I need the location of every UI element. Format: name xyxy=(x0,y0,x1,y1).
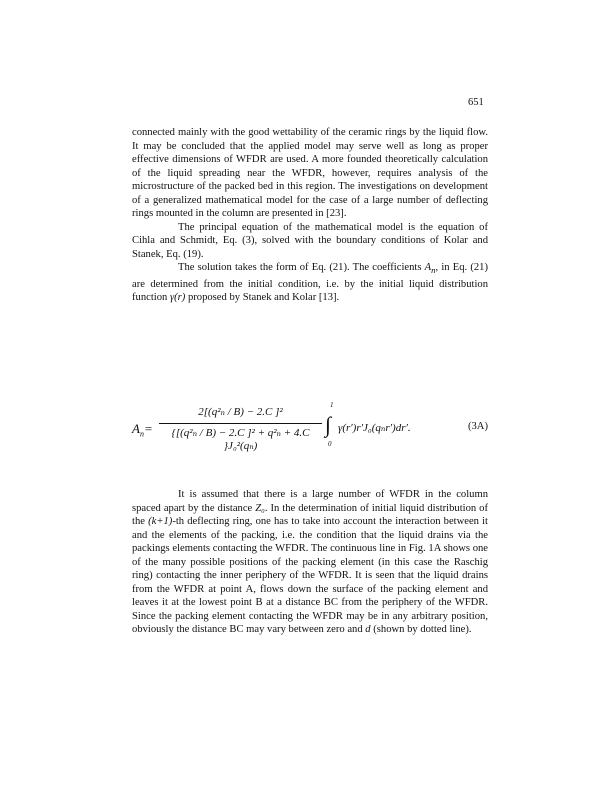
symbol-z0: Z₀ xyxy=(255,502,265,514)
equation-fraction xyxy=(159,405,322,452)
equation-label: (3A) xyxy=(467,421,488,432)
text-block-top xyxy=(132,126,488,305)
equation-denominator: {[(q²ₙ / B) − 2.C ]² + q²ₙ + 4.C }J₀²(qₙ) xyxy=(171,427,310,452)
page-number: 651 xyxy=(468,97,484,108)
paragraph-2: The principal equation of the mathematical model is the equation of Cihla and Schmidt, Eq. (3), solved with the boundary conditions of Kolar and Stanek, Eq. (19). xyxy=(132,221,488,260)
equation-equals: = xyxy=(143,421,153,436)
equation-integrand: γ(r′)r′J₀(qₙr′)dr′. xyxy=(338,422,411,434)
paragraph-3 xyxy=(132,261,488,305)
paragraph-4-e: (shown by dotted line). xyxy=(370,624,472,635)
paragraph-4-c: -th deflecting ring, one has to take into account the interaction between it and the elements of the packing, i.e. the condition that the liquid drains via the packings elements contacting the WFDR. The continuous line in Fig. 1A shows one of the many possible positions of the packing element (in this case the Raschig ring) contacting the inner periphery of the WFDR. It is seen that the liquid drains from the WFDR at point A, flows down the surface of the packing element and leaves it at the lowest point B at a distance BC from the periphery of the WFDR. Since the packing element contacting the WFDR may be in any arbitrary position, obviously the distance BC may vary between zero and xyxy=(132,516,488,635)
symbol-d: d xyxy=(365,624,371,635)
symbol-k1: (k+1) xyxy=(148,516,173,527)
symbol-a: A xyxy=(424,262,432,273)
fraction-bar xyxy=(159,423,322,424)
function-gamma: γ(r) xyxy=(169,292,186,304)
integral-sign-icon: ∫ xyxy=(325,412,332,437)
paragraph-4-b: . In the determination of initial liquid distribution of the xyxy=(132,502,489,527)
integral-lower-limit: 0 xyxy=(328,440,332,448)
equation-lhs xyxy=(132,421,153,439)
paragraph-3-c: proposed by Stanek and Kolar [13]. xyxy=(185,292,340,304)
equation-lhs-symbol: A xyxy=(132,421,140,436)
equation-lhs-sub: n xyxy=(139,429,144,439)
paragraph-3-a: The solution takes the form of Eq. (21). The coefficients xyxy=(178,262,425,273)
integral-upper-limit: 1 xyxy=(330,401,334,409)
text-block-bottom xyxy=(132,488,488,637)
equation-numerator: 2[(q²ₙ / B) − 2.C ]² xyxy=(198,406,283,418)
paragraph-3-b: , in Eq. (21) are determined from the initial condition, i.e. by the initial liquid distribution function xyxy=(132,262,488,304)
paragraph-4 xyxy=(132,488,488,637)
symbol-a-sub: n xyxy=(431,265,436,276)
equation-3a xyxy=(132,400,488,456)
paragraph-4-a: It is assumed that there is a large number of WFDR in the column spaced apart by the distance xyxy=(132,489,488,514)
paragraph-1: connected mainly with the good wettability of the ceramic rings by the liquid flow. It may be concluded that the applied model may serve well as long as proper effective dimensions of WFDR are used. A more founded theoretically calculation of the liquid spreading near the WFDR, however, requires analysis of the microstructure of the packed bed in this region. The investigations on development of a generalized mathematical model for the case of a large number of deflecting rings mounted in the column are presented in [23]. xyxy=(132,127,488,219)
